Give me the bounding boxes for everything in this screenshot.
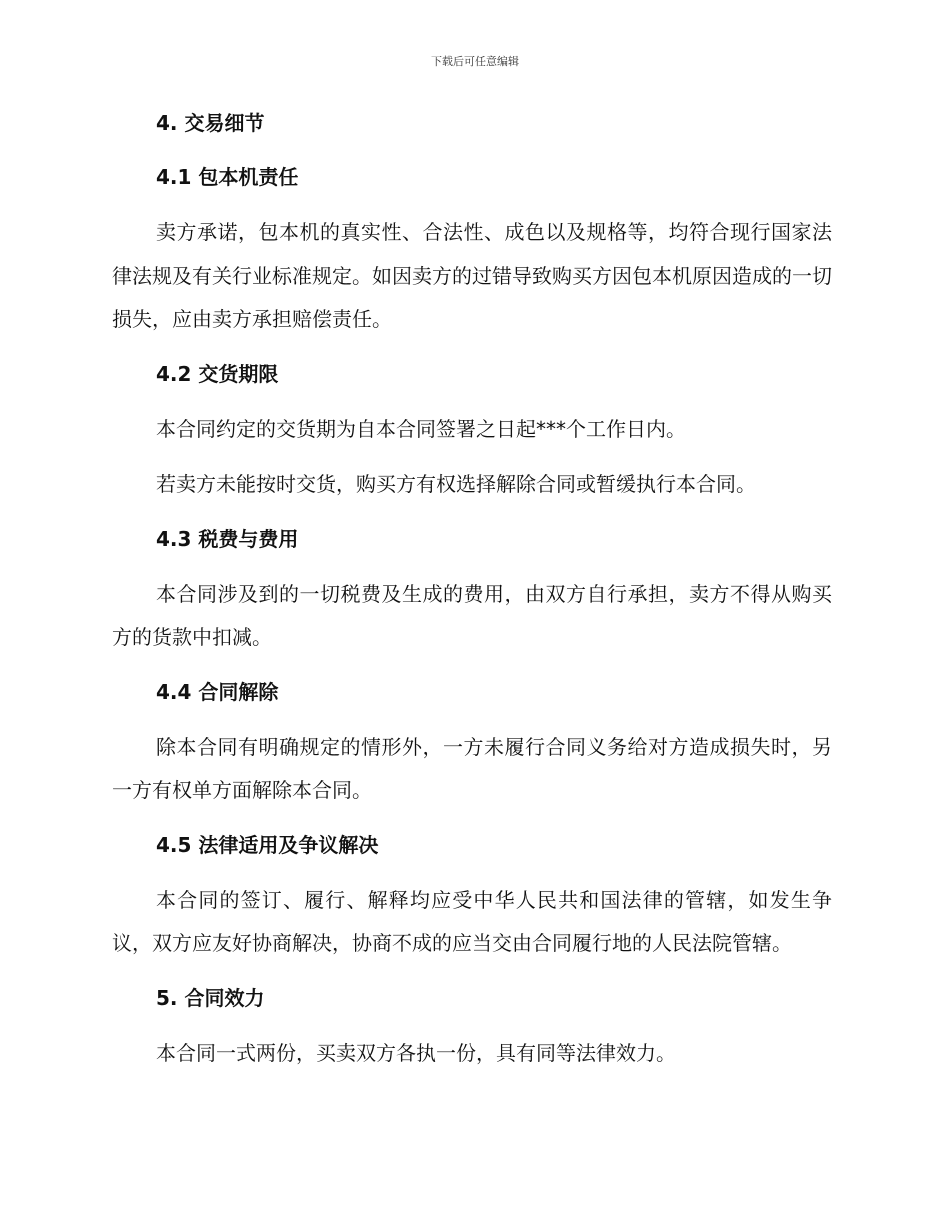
section-heading-5: 5. 合同效力 <box>156 985 265 1010</box>
paragraph-4-2-b: 若卖方未能按时交货，购买方有权选择解除合同或暂缓执行本合同。 <box>156 472 756 496</box>
paragraph-4-3: 本合同涉及到的一切税费及生成的费用，由双方自行承担，卖方不得从购买方的货款中扣减。 <box>112 581 832 649</box>
paragraph-5: 本合同一式两份，买卖双方各执一份，具有同等法律效力。 <box>156 1040 676 1065</box>
section-heading-4: 4. 交易细节 <box>156 111 265 135</box>
paragraph-4-1: 卖方承诺，包本机的真实性、合法性、成色以及规格等，均符合现行国家法律法规及有关行业标准规定。如因卖方的过错导致购买方因包本机原因造成的一切损失，应由卖方承担赔偿责任。 <box>112 220 832 331</box>
section-heading-4-5: 4.5 法律适用及争议解决 <box>156 832 379 857</box>
header-note: 下载后可任意编辑 <box>431 55 519 68</box>
section-heading-4-2: 4.2 交货期限 <box>156 361 279 386</box>
paragraph-4-2-a: 本合同约定的交货期为自本合同签署之日起***个工作日内。 <box>156 416 686 441</box>
document-body <box>112 108 832 1092</box>
paragraph-4-5: 本合同的签订、履行、解释均应受中华人民共和国法律的管辖，如发生争议，双方应友好协商解决，协商不成的应当交由合同履行地的人民法院管辖。 <box>112 887 832 955</box>
paragraph-4-4: 除本合同有明确规定的情形外，一方未履行合同义务给对方造成损失时，另一方有权单方面解除本合同。 <box>112 734 832 802</box>
section-heading-4-4: 4.4 合同解除 <box>156 679 279 704</box>
section-heading-4-3: 4.3 税费与费用 <box>156 526 299 551</box>
section-heading-4-1: 4.1 包本机责任 <box>156 165 299 189</box>
